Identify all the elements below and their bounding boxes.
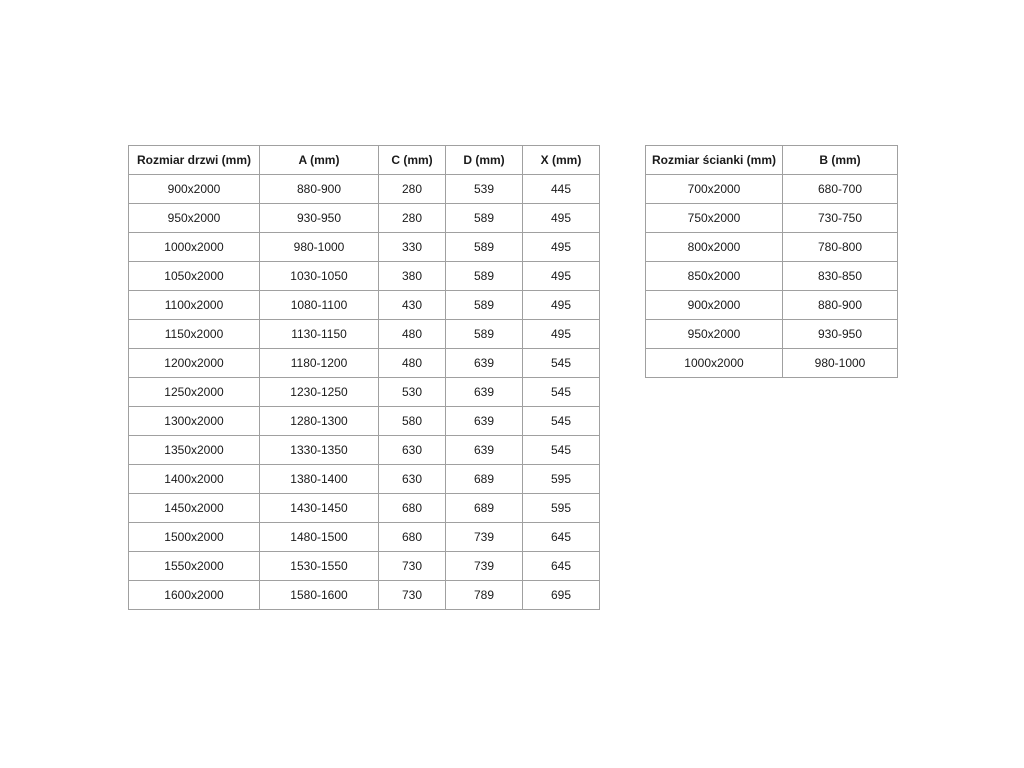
wall-size-table bbox=[645, 145, 898, 378]
table-cell: 880-900 bbox=[783, 291, 898, 320]
table-cell: 1050x2000 bbox=[129, 262, 260, 291]
table-row bbox=[646, 175, 898, 204]
table-cell: 639 bbox=[446, 349, 523, 378]
table-cell: 680 bbox=[379, 494, 446, 523]
table-cell: 1000x2000 bbox=[129, 233, 260, 262]
table-row bbox=[129, 407, 600, 436]
table-cell: 639 bbox=[446, 436, 523, 465]
table-cell: 539 bbox=[446, 175, 523, 204]
column-header: B (mm) bbox=[783, 146, 898, 175]
table-cell: 630 bbox=[379, 465, 446, 494]
table-cell: 830-850 bbox=[783, 262, 898, 291]
table-cell: 750x2000 bbox=[646, 204, 783, 233]
table-cell: 1530-1550 bbox=[260, 552, 379, 581]
column-header: A (mm) bbox=[260, 146, 379, 175]
table-row bbox=[129, 523, 600, 552]
table-row bbox=[646, 233, 898, 262]
table-cell: 645 bbox=[523, 552, 600, 581]
table-cell: 445 bbox=[523, 175, 600, 204]
table-cell: 700x2000 bbox=[646, 175, 783, 204]
table-cell: 545 bbox=[523, 349, 600, 378]
table-cell: 1600x2000 bbox=[129, 581, 260, 610]
table-cell: 1550x2000 bbox=[129, 552, 260, 581]
table-cell: 1280-1300 bbox=[260, 407, 379, 436]
table-cell: 730 bbox=[379, 581, 446, 610]
table-cell: 930-950 bbox=[260, 204, 379, 233]
table-cell: 680 bbox=[379, 523, 446, 552]
table-row bbox=[129, 552, 600, 581]
table-cell: 645 bbox=[523, 523, 600, 552]
table-cell: 930-950 bbox=[783, 320, 898, 349]
table-row bbox=[129, 465, 600, 494]
table-cell: 1130-1150 bbox=[260, 320, 379, 349]
table-cell: 689 bbox=[446, 465, 523, 494]
table-cell: 330 bbox=[379, 233, 446, 262]
table-cell: 280 bbox=[379, 204, 446, 233]
table-cell: 430 bbox=[379, 291, 446, 320]
table-row bbox=[129, 204, 600, 233]
door-size-table bbox=[128, 145, 600, 610]
table-cell: 1200x2000 bbox=[129, 349, 260, 378]
table-cell: 589 bbox=[446, 262, 523, 291]
table-cell: 800x2000 bbox=[646, 233, 783, 262]
table-cell: 1080-1100 bbox=[260, 291, 379, 320]
table-row bbox=[129, 262, 600, 291]
table-cell: 950x2000 bbox=[129, 204, 260, 233]
table-cell: 639 bbox=[446, 378, 523, 407]
table-cell: 980-1000 bbox=[783, 349, 898, 378]
table-cell: 630 bbox=[379, 436, 446, 465]
table-cell: 1350x2000 bbox=[129, 436, 260, 465]
table-cell: 1230-1250 bbox=[260, 378, 379, 407]
table-row bbox=[129, 175, 600, 204]
table-cell: 680-700 bbox=[783, 175, 898, 204]
table-cell: 380 bbox=[379, 262, 446, 291]
table-cell: 1030-1050 bbox=[260, 262, 379, 291]
table-cell: 900x2000 bbox=[129, 175, 260, 204]
table-cell: 880-900 bbox=[260, 175, 379, 204]
table-cell: 1450x2000 bbox=[129, 494, 260, 523]
table-cell: 480 bbox=[379, 349, 446, 378]
table-cell: 689 bbox=[446, 494, 523, 523]
column-header: C (mm) bbox=[379, 146, 446, 175]
table-cell: 545 bbox=[523, 407, 600, 436]
table-cell: 1400x2000 bbox=[129, 465, 260, 494]
table-cell: 1100x2000 bbox=[129, 291, 260, 320]
table-cell: 950x2000 bbox=[646, 320, 783, 349]
table-cell: 850x2000 bbox=[646, 262, 783, 291]
table-cell: 580 bbox=[379, 407, 446, 436]
table-cell: 1380-1400 bbox=[260, 465, 379, 494]
header-row bbox=[129, 146, 600, 175]
table-row bbox=[129, 320, 600, 349]
table-cell: 1250x2000 bbox=[129, 378, 260, 407]
table-cell: 589 bbox=[446, 320, 523, 349]
table-cell: 1330-1350 bbox=[260, 436, 379, 465]
table-cell: 495 bbox=[523, 320, 600, 349]
table-cell: 1500x2000 bbox=[129, 523, 260, 552]
table-cell: 639 bbox=[446, 407, 523, 436]
table-cell: 495 bbox=[523, 233, 600, 262]
table-cell: 739 bbox=[446, 552, 523, 581]
table-cell: 1300x2000 bbox=[129, 407, 260, 436]
table-row bbox=[646, 349, 898, 378]
table-cell: 900x2000 bbox=[646, 291, 783, 320]
table-row bbox=[129, 378, 600, 407]
table-cell: 480 bbox=[379, 320, 446, 349]
table-cell: 695 bbox=[523, 581, 600, 610]
table-cell: 545 bbox=[523, 378, 600, 407]
table-row bbox=[129, 494, 600, 523]
table-cell: 780-800 bbox=[783, 233, 898, 262]
table-row bbox=[129, 233, 600, 262]
table-cell: 589 bbox=[446, 204, 523, 233]
table-cell: 495 bbox=[523, 291, 600, 320]
table-cell: 495 bbox=[523, 204, 600, 233]
table-row bbox=[129, 436, 600, 465]
column-header: Rozmiar ścianki (mm) bbox=[646, 146, 783, 175]
table-row bbox=[129, 349, 600, 378]
table-cell: 1430-1450 bbox=[260, 494, 379, 523]
column-header: X (mm) bbox=[523, 146, 600, 175]
table-row bbox=[129, 581, 600, 610]
column-header: D (mm) bbox=[446, 146, 523, 175]
table-row bbox=[646, 204, 898, 233]
table-cell: 1150x2000 bbox=[129, 320, 260, 349]
table-cell: 1180-1200 bbox=[260, 349, 379, 378]
table-row bbox=[129, 291, 600, 320]
table-cell: 280 bbox=[379, 175, 446, 204]
table-cell: 530 bbox=[379, 378, 446, 407]
table-cell: 730 bbox=[379, 552, 446, 581]
table-row bbox=[646, 320, 898, 349]
header-row bbox=[646, 146, 898, 175]
table-cell: 545 bbox=[523, 436, 600, 465]
column-header: Rozmiar drzwi (mm) bbox=[129, 146, 260, 175]
table-cell: 730-750 bbox=[783, 204, 898, 233]
table-cell: 1580-1600 bbox=[260, 581, 379, 610]
table-cell: 789 bbox=[446, 581, 523, 610]
table-cell: 589 bbox=[446, 291, 523, 320]
table-cell: 495 bbox=[523, 262, 600, 291]
table-cell: 595 bbox=[523, 494, 600, 523]
table-cell: 1000x2000 bbox=[646, 349, 783, 378]
table-cell: 980-1000 bbox=[260, 233, 379, 262]
table-cell: 589 bbox=[446, 233, 523, 262]
table-row bbox=[646, 291, 898, 320]
table-cell: 1480-1500 bbox=[260, 523, 379, 552]
table-row bbox=[646, 262, 898, 291]
table-cell: 739 bbox=[446, 523, 523, 552]
table-cell: 595 bbox=[523, 465, 600, 494]
